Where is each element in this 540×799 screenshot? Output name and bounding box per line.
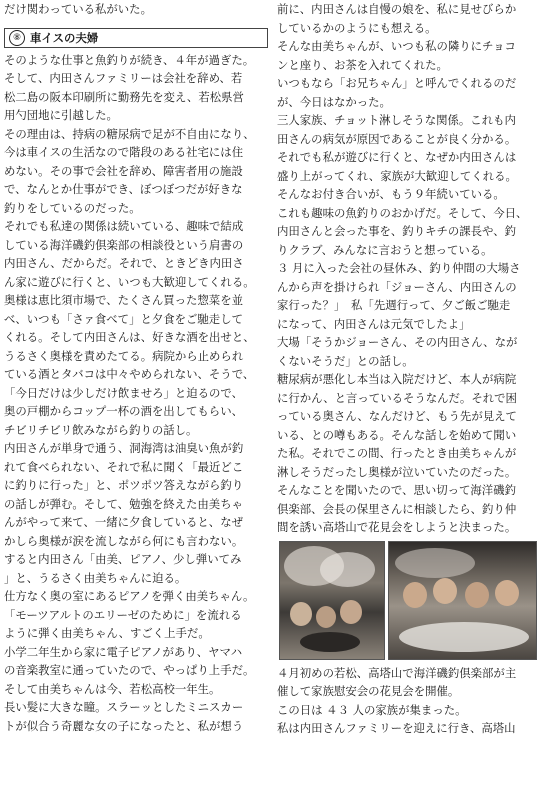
paragraph-line: 釣りをしているのだった。 [4,200,141,215]
right-after-photo-text [277,664,537,738]
paragraph-line: 糖尿病が悪化し本当は入院だけど、本人が病院 [277,372,517,386]
paragraph-line: 長い髪に大きな瞳。スラーッとしたミニスカー [4,700,244,714]
paragraph-line: くないそうだ」との話し。 [277,353,414,368]
paragraph-line: 小学二年生から家に電子ピアノがあり、ヤマハ [4,644,243,659]
paragraph-line: 前に、内田さんは自慢の娘を、私に見せびらか [277,2,517,16]
paragraph-line: めない。その事で会社を辞め、障害者用の施設 [4,163,243,178]
paragraph-line: 田さんの病気が原因であることが良く分かる。 [277,131,517,146]
paragraph-line: この日は ４３ 人の家族が集まった。 [277,702,467,717]
paragraph-line: 内田さん、だからだ。それで、ときどき内田さ [4,256,244,270]
paragraph-line: そのような仕事と魚釣りが続き、４年が過ぎた。 [4,52,255,67]
paragraph-line: 松二島の阪本印刷所に勤務先を変え、若松県営 [4,89,244,104]
right-column [277,0,537,738]
paragraph-line: 奥の戸棚からコップ一杯の酒を出してもらい、 [4,404,243,418]
paragraph-line: いつもなら「お兄ちゃん」と呼んでくれるのだ [277,76,517,90]
paragraph-line: の音楽教室に通っていたので、やっぱり上手だ。 [4,663,255,677]
left-column [4,0,268,735]
photo-row [279,541,537,660]
paragraph-line: いる、との噂もある。そんな話しを始めて聞い [277,427,517,442]
section-number-badge: ⑧ [9,30,25,46]
paragraph-line: ている酒とタバコは中々やめられない、そうで、 [4,367,255,381]
paragraph-line: その理由は、持病の糖尿病で足が不自由になり、 [4,126,255,141]
paragraph-line: 「今日だけは少しだけ飲ませろ」と迫るので、 [4,385,243,400]
paragraph-line: だけ関わっている私がいた。 [4,2,152,16]
paragraph-line: んがやって来て、一緒に夕食していると、なぜ [4,515,243,529]
paragraph-line: 倶楽部、会長の保里さんに相談したら、釣り仲 [277,501,517,516]
paragraph-line: 用勺団地に引越した。 [4,108,118,122]
paragraph-line: 三人家族、チョット淋しそうな関係。これも内 [277,113,516,127]
paragraph-line: 内田さんと会った事を、釣りキチの課長や、釣 [277,224,516,238]
paragraph-line: それでも私達の関係は続いている、趣味で結成 [4,219,244,233]
paragraph-line: そして由美ちゃんは今、若松高校一年生。 [4,681,221,696]
paragraph-line: 今は車イスの生活なので階段のある社宅には住 [4,145,244,159]
paragraph-line: 家行った？」 私「先週行って、夕ご飯ご馳走 [277,298,511,312]
paragraph-line: っている奥さん、なんだけど、もう先が見えて [277,409,517,423]
group-gathering-photo [388,541,537,660]
paragraph-line: になって、内田さんは元気でしたよ」 [277,316,471,331]
paragraph-line: りクラブ、みんなに言おうと想っている。 [277,242,493,257]
right-body-text [277,0,537,537]
paragraph-line: んから声を掛けられ「ジョーさん、内田さんの [277,279,517,294]
paragraph-line: すると内田さん「由美、ピアノ、少し弾いてみ [4,552,242,566]
paragraph-line: かしら奥様が涙を流しながら何にも言わない。 [4,533,244,548]
paragraph-line: の話しが弾む。そして、勉強を終えた由美ちゃ [4,496,243,511]
paragraph-line: そんなお付き合いが、もう９年続いている。 [277,187,505,201]
paragraph-line: これも趣味の魚釣りのおかげだ。そして、今日、 [277,205,528,220]
paragraph-line: べ、いつも「さァ食べて」と夕食をご馳走して [4,311,243,326]
paragraph-line: で、なんとか仕事ができ、ぼつぼつだが好きな [4,182,243,196]
paragraph-line: 」と、うるさく由美ちゃんに迫る。 [4,570,187,585]
paragraph-line: くれる。そして内田さんは、好きな酒を出せと、 [4,330,255,344]
paragraph-line: が、今日はなかった。 [277,94,391,109]
section-heading [4,28,268,48]
paragraph-line: 私は内田さんファミリーを迎えに行き、高塔山 [277,721,516,735]
paragraph-line: れて食べられない、それで私に聞く「最近どこ [4,459,244,474]
paragraph-line: 淋しそうだったし奥様が泣いていたのだった。 [277,464,517,479]
paragraph-line: しているかのようにも想える。 [277,20,437,35]
paragraph-line: ４月初めの若松、高塔山で海洋磯釣倶楽部が主 [277,665,517,680]
paragraph-line: そんなことを聞いたので、思い切って海洋磯釣 [277,483,516,497]
paragraph-line: 盛り上がってくれ、家族が大歓迎してくれる。 [277,168,517,183]
paragraph-line: に釣りに行った」と、ポツポツ答えながら釣り [4,478,244,492]
paragraph-line: ん家に遊びに行くと、いつも大歓迎してくれる。 [4,274,255,289]
paragraph-line: うるさく奥様を責めたてる。病院から止められ [4,348,244,363]
paragraph-line: 「モーツアルトのエリーゼのために」を流れる [4,607,242,622]
paragraph-line: している海洋磯釣倶楽部の相談役という肩書の [4,237,244,252]
paragraph-line: ように弾く由美ちゃん、すごく上手だ。 [4,626,210,640]
paragraph-line: た私。それでこの間、行ったとき由美ちゃんが [277,446,517,460]
paragraph-line: そして、内田さんファミリーは会社を辞め、若 [4,71,243,85]
paragraph-line: 奥様は恵比須市場で、たくさん買った惣菜を並 [4,293,243,307]
paragraph-line: ンと座り、お茶を入れてくれた。 [277,57,448,72]
left-body-text [4,51,268,736]
cherry-blossom-party-photo [279,541,385,660]
paragraph-line: 間を誘い高塔山で花見会をしようと決まった。 [277,520,517,534]
paragraph-line: 催して家族慰安会の花見会を開催。 [277,684,460,698]
paragraph-line: そんな由美ちゃんが、いつも私の隣りにチョコ [277,39,516,53]
paragraph-line: ３ 月に入った会社の昼休み、釣り仲間の大場さ [277,261,521,275]
paragraph-line: チビリチビリ飲みながら釣りの話し。 [4,422,198,437]
paragraph-line: 仕方なく奥の室にあるピアノを弾く由美ちゃん。 [4,589,255,603]
section-title: 車イスの夫婦 [30,30,99,45]
paragraph-line: トが似合う奇麗な女の子になったと、私が想う [4,718,244,733]
paragraph-line: に行かん、と言っているそうなんだ。それで困 [277,390,517,405]
paragraph-line: 大場「そうかジョーさん、その内田さん、なが [277,335,518,349]
paragraph-line: 内田さんが単身で通う、洞海湾は油臭い魚が釣 [4,441,244,455]
paragraph-line: それでも私が遊びに行くと、なぜか内田さんは [277,150,517,164]
